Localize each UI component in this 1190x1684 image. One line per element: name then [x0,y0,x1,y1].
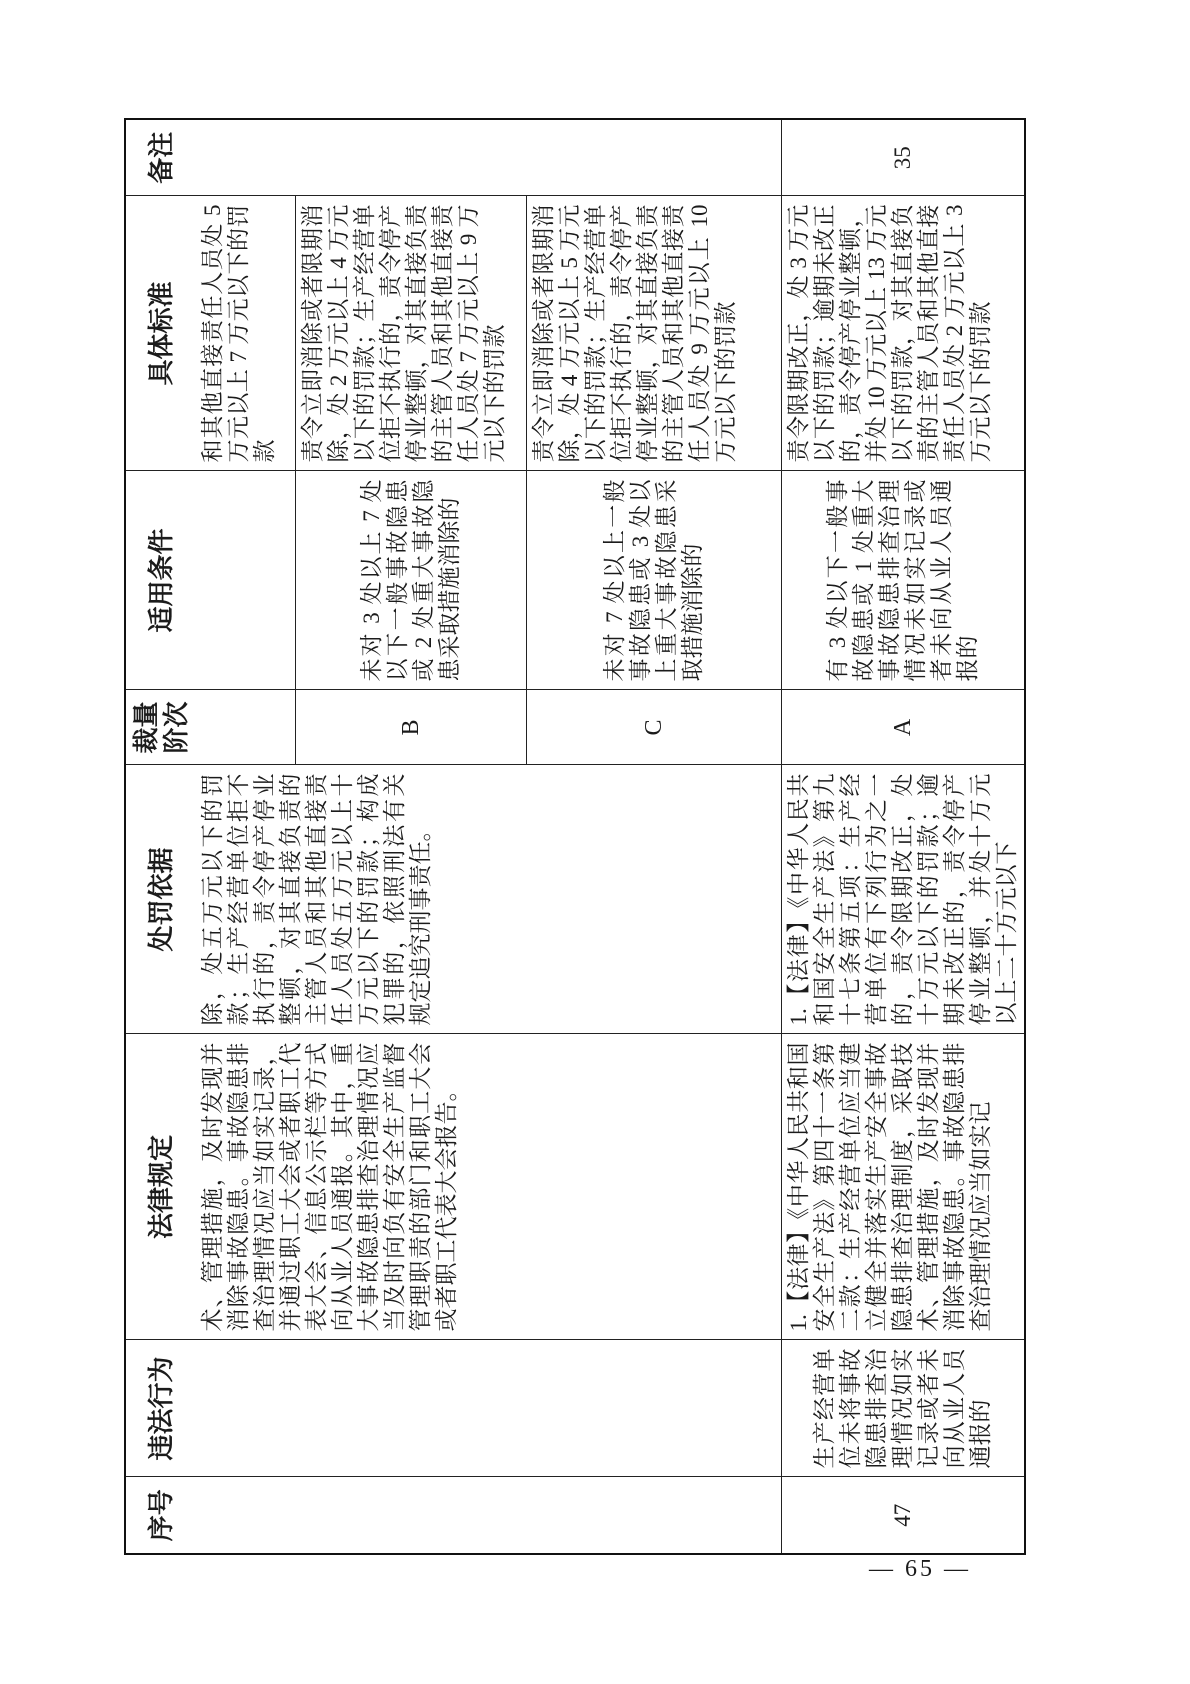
header-discretion-grade: 裁量阶次 [125,690,196,765]
cell-standard-b: 责令立即消除或者限期消除，处 2 万元以上 4 万元以下的罚款；生产经营单位拒不执行的，责令停产停业整顿，对其直接负责的主管人员和其他直接责任人员处 7 万元以上 9 万元以下的罚款 [295,196,526,471]
cell-grade-b: B [295,690,526,765]
header-remarks: 备注 [125,119,196,196]
page-number: — 65 — [869,1556,971,1582]
cell-standard-c: 责令立即消除或者限期消除，处 4 万元以上 5 万元以下的罚款；生产经营单位拒不执行的，责令停产停业整顿，对其直接负责的主管人员和其他直接责任人员处 9 万元以上 10 万元以下的罚款 [526,196,781,471]
header-penalty-basis: 处罚依据 [125,765,196,1034]
cell-remarks-carryover-empty [196,119,781,196]
cell-condition-a: 有 3 处以下一般事故隐患或 1 处重大事故隐患排查治理情况未如实记录或者未向从业人员通报的 [781,471,1025,690]
item-47-row [781,119,1025,1554]
header-illegal-act: 违法行为 [125,1340,196,1477]
cell-standard-carryover-tail: 和其他直接责任人员处 5 万元以上 7 万元以下的罚款 [196,196,295,471]
cell-penalty-basis-carryover: 除，处五万元以下的罚款；生产经营单位拒不执行的，责令停产停业整顿，对其直接负责的主管人员和其他直接责任人员处五万元以上十万元以下的罚款；构成犯罪的，依照刑法有关规定追究刑事责任。 [196,765,781,1034]
cell-penalty-basis-47: 1.【法律】《中华人民共和国安全生产法》第九十七条第五项：生产经营单位有下列行为之一的，责令限期改正，处十万元以下的罚款；逾期未改正的，责令停产停业整顿，并处十万元以上二十万元以下 [781,765,1025,1034]
cell-illegal-act-47: 生产经营单位未将事故隐患排查治理情况如实记录或者未向从业人员通报的 [781,1340,1025,1477]
cell-legal-provision-carryover: 术、管理措施，及时发现并消除事故隐患。事故隐患排查治理情况应当如实记录，并通过职工大会或者职工代表大会、信息公示栏等方式向从业人员通报。其中，重大事故隐患排查治理情况应当及时向负有安全生产监督管理职责的部门和职工大会或者职工代表大会报告。 [196,1034,781,1340]
rotated-table-container [124,120,1019,1555]
cell-serial-number-47: 47 [781,1477,1025,1554]
cell-legal-provision-47: 1.【法律】《中华人民共和国安全生产法》第四十一条第二款：生产经营单位应当建立健全并落实生产安全事故隐患排查治理制度，采取技术、管理措施，及时发现并消除事故隐患。事故隐患排查治理情况应当如实记 [781,1034,1025,1340]
header-row [125,119,196,1554]
cell-condition-b: 未对 3 处以上 7 处以下一般事故隐患或 2 处重大事故隐患采取措施消除的 [295,471,526,690]
cell-grade-a: A [781,690,1025,765]
cell-condition-carryover-empty [196,471,295,690]
penalty-discretion-table [124,118,1026,1555]
cell-remarks-47: 35 [781,119,1025,196]
cell-grade-carryover-empty [196,690,295,765]
header-applicable-condition: 适用条件 [125,471,196,690]
cell-grade-c: C [526,690,781,765]
carryover-row [196,119,295,1554]
header-specific-standard: 具体标准 [125,196,196,471]
cell-standard-a: 责令限期改正，处 3 万元以下的罚款；逾期未改正的，责令停产停业整顿，并处 10 万元以上 13 万元以下的罚款，对其直接负责的主管人员和其他直接责任人员处 2 万元以上 3 万元以下的罚款 [781,196,1025,471]
header-legal-provision: 法律规定 [125,1034,196,1340]
cell-serial-number-carryover-empty [196,1477,781,1554]
header-serial-number: 序号 [125,1477,196,1554]
cell-illegal-act-carryover-empty [196,1340,781,1477]
cell-condition-c: 未对 7 处以上一般事故隐患或 3 处以上重大事故隐患采取措施消除的 [526,471,781,690]
